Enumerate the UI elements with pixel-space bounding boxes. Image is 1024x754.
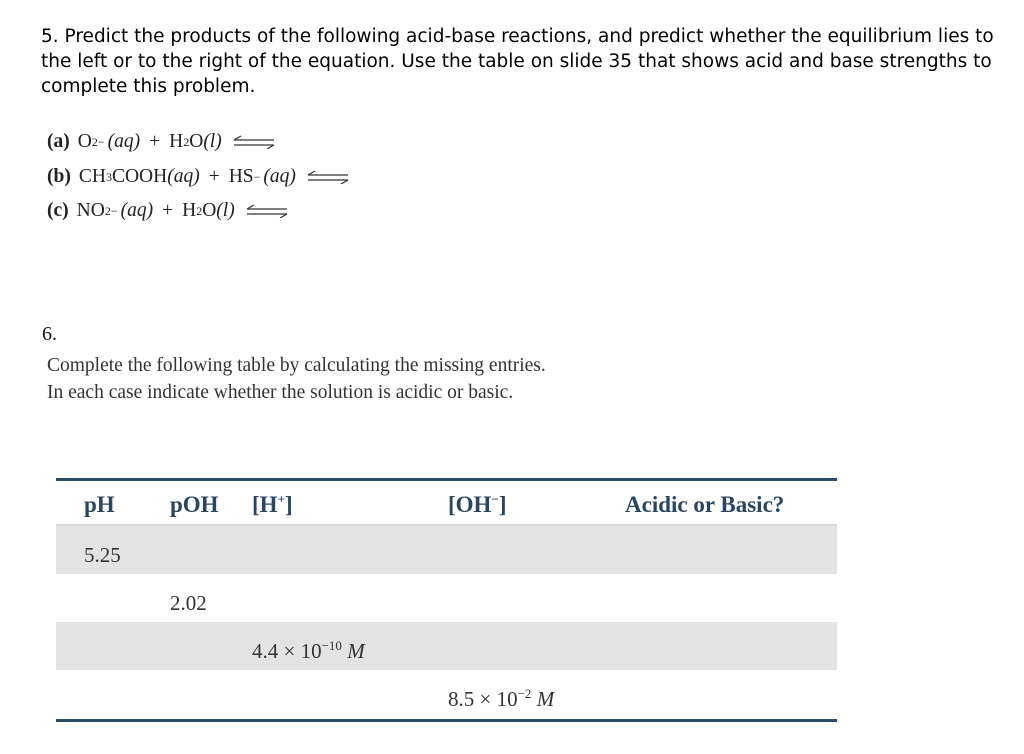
ph-table [56, 478, 837, 724]
species: HS [228, 166, 254, 187]
cell-oh-row-4 [448, 687, 554, 712]
species: H [169, 131, 184, 152]
species: O [77, 131, 92, 152]
header-h-concentration [252, 492, 293, 518]
header-ph: pH [84, 492, 115, 517]
header-acidic-or-basic: Acidic or Basic? [625, 492, 785, 517]
equilibrium-arrow-icon [232, 135, 276, 149]
header-oh-open: [OH [448, 492, 492, 517]
species: O [202, 200, 217, 221]
question-6-intro-line-2: In each case indicate whether the solution is acidic or basic. [47, 382, 514, 403]
reaction-b: (b) CH 3 COOH (aq) + HS − (aq) [47, 166, 350, 188]
question-5-text: 5. Predict the products of the following acid-base reactions, and predict whether the equilibrium lies to the left or to the right of the equation. Use the table on slide 35 that shows acid and base strengths to complete this problem. [41, 26, 994, 97]
equilibrium-arrow-icon [245, 204, 289, 218]
plus-sign: + [162, 200, 174, 221]
header-oh-close: ] [498, 492, 507, 517]
state: (aq) [167, 166, 200, 187]
state: (aq) [107, 131, 141, 152]
species: COOH [111, 166, 168, 187]
state: (aq) [263, 166, 296, 187]
header-poh: pOH [170, 492, 219, 517]
table-bottom-rule [56, 719, 837, 722]
reaction-label: (c) [47, 200, 69, 221]
h-mantissa: 4.4 × 10 [252, 639, 322, 663]
species: CH [78, 166, 106, 187]
species: O [189, 131, 204, 152]
species: H [182, 200, 197, 221]
cell-poh-row-2: 2.02 [170, 591, 207, 615]
header-oh-concentration [448, 492, 507, 518]
h-unit: M [347, 639, 365, 663]
table-top-rule [56, 478, 837, 481]
cell-ph-row-1: 5.25 [84, 543, 121, 567]
plus-sign: + [149, 131, 161, 152]
reaction-label: (a) [47, 131, 70, 152]
state: (l) [203, 131, 222, 152]
table-row-band [56, 622, 837, 670]
header-h-charge: + [277, 491, 285, 507]
header-h-close: ] [284, 492, 293, 517]
question-6-number: 6. [42, 323, 57, 345]
reaction-a: (a) O 2− (aq) + H 2 O (l) [47, 131, 276, 153]
equilibrium-arrow-icon [306, 170, 350, 184]
oh-mantissa: 8.5 × 10 [448, 687, 518, 711]
state: (l) [216, 200, 235, 221]
species: NO [76, 200, 105, 221]
header-h-open: [H [252, 492, 278, 517]
plus-sign: + [208, 166, 220, 187]
reaction-c: (c) NO 2 − (aq) + H 2 O (l) [47, 200, 289, 222]
state: (aq) [120, 200, 154, 221]
oh-exponent: −2 [517, 686, 532, 701]
h-exponent: −10 [321, 638, 342, 653]
cell-h-row-3 [252, 639, 365, 664]
question-6-intro-line-1: Complete the following table by calculating the missing entries. [47, 355, 546, 376]
header-oh-charge: − [491, 491, 499, 507]
oh-unit: M [536, 687, 555, 711]
table-row-band [56, 526, 837, 574]
reaction-label: (b) [47, 166, 71, 187]
